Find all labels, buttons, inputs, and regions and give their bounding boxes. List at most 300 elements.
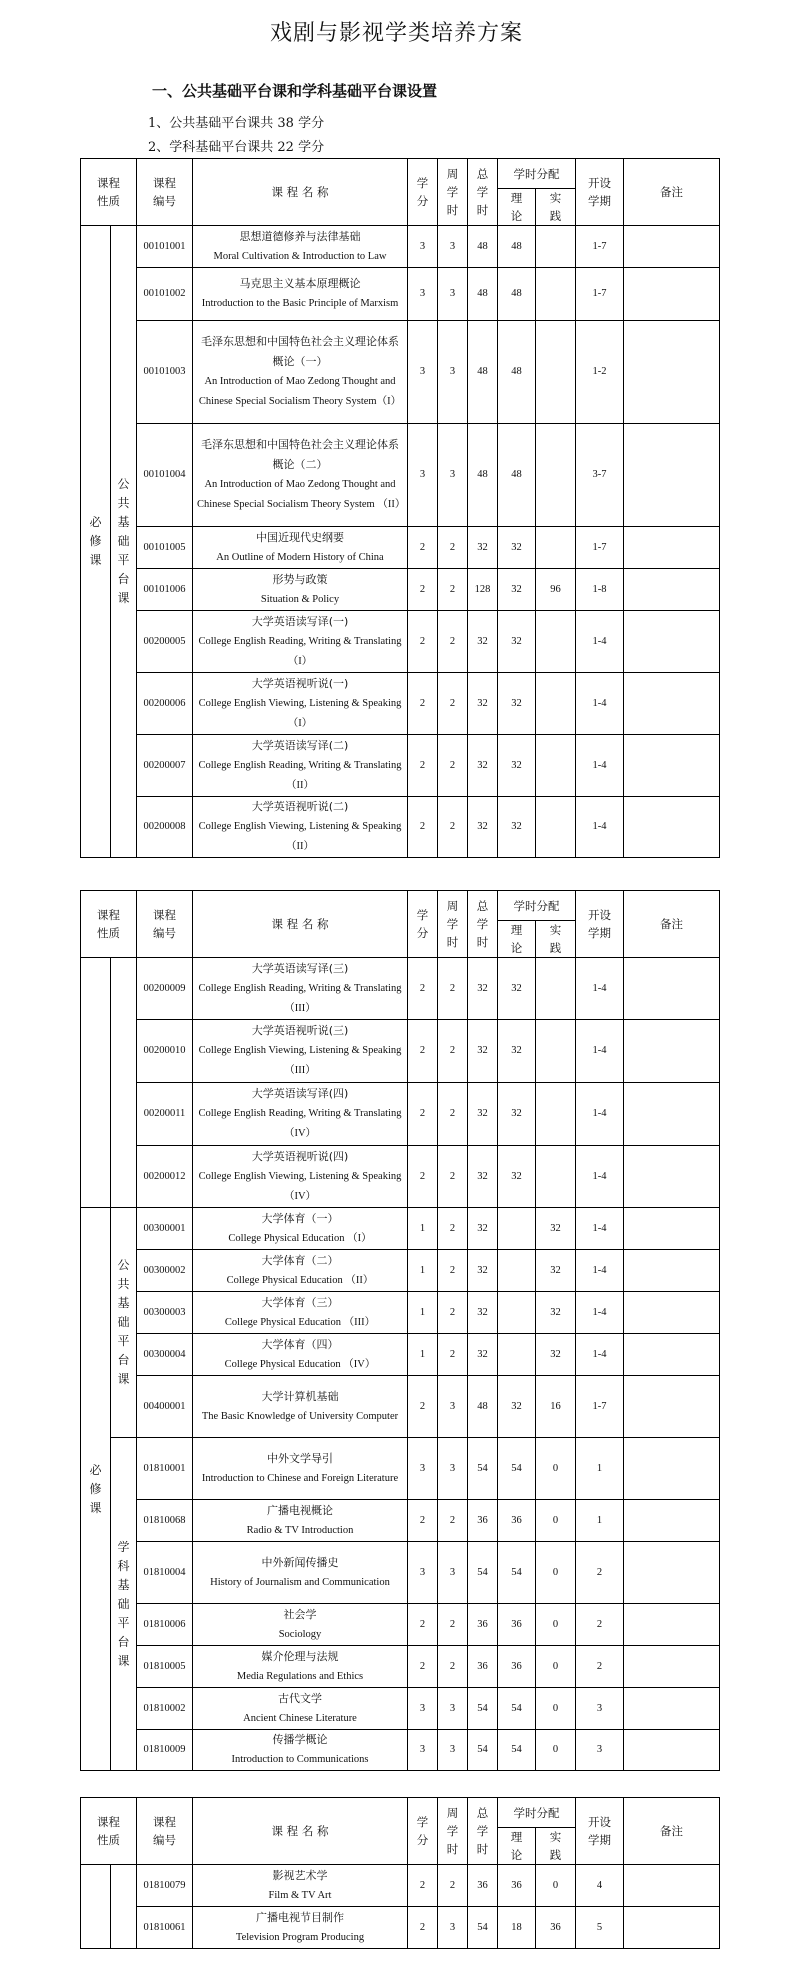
header-theory: 理 论 [498, 921, 536, 958]
course-name-cn: 思想道德修养与法律基础 [239, 229, 361, 243]
course-credits: 2 [408, 569, 438, 611]
table-row [81, 268, 720, 321]
course-name [193, 797, 408, 858]
table-body [81, 1865, 720, 1949]
course-name-cn: 大学英语读写译(二) [251, 738, 349, 752]
course-name-cn: 大学体育（三） [261, 1295, 339, 1309]
group-label-continued [111, 958, 137, 1208]
course-name [193, 1688, 408, 1730]
public-credits-note: 1、公共基础平台课共 38 学分 [148, 116, 325, 131]
course-code: 00300004 [137, 1334, 193, 1376]
course-name-en: College Physical Education （I） [228, 1232, 372, 1244]
course-theory: 48 [498, 268, 536, 321]
table-row [81, 1376, 720, 1438]
course-code: 01810079 [137, 1865, 193, 1907]
course-code: 01810002 [137, 1688, 193, 1730]
course-practice: 0 [536, 1604, 576, 1646]
course-code: 00101001 [137, 226, 193, 268]
course-name [193, 424, 408, 527]
header-code: 课程 编号 [137, 1798, 193, 1865]
course-semester: 3-7 [576, 424, 624, 527]
course-name-cn: 大学体育（一） [261, 1211, 339, 1225]
course-name [193, 1604, 408, 1646]
course-practice [536, 321, 576, 424]
course-name-cn: 社会学 [283, 1607, 317, 1621]
course-name-en: College English Viewing, Listening & Speaking（III） [198, 1045, 402, 1076]
course-remark [624, 1083, 720, 1146]
course-practice [536, 527, 576, 569]
course-code: 00101003 [137, 321, 193, 424]
course-practice [536, 1083, 576, 1146]
course-total: 54 [468, 1688, 498, 1730]
course-credits: 2 [408, 735, 438, 797]
course-name [193, 1334, 408, 1376]
page-title: 戏剧与影视学类培养方案 [269, 21, 523, 46]
course-name [193, 1376, 408, 1438]
course-name-en: College English Viewing, Listening & Speaking（II） [198, 821, 402, 852]
course-theory: 32 [498, 1146, 536, 1208]
table-row [81, 611, 720, 673]
section-heading: 一、公共基础平台课和学科基础平台课设置 [152, 82, 438, 100]
course-name-en: College English Reading, Writing & Translating（III） [198, 982, 402, 1014]
course-remark [624, 569, 720, 611]
course-code: 00300001 [137, 1208, 193, 1250]
header-practice: 实 践 [536, 921, 576, 958]
course-semester: 1-4 [576, 1334, 624, 1376]
group-label-public: 公 共 基 础 平 台 课 [111, 226, 137, 858]
course-practice: 0 [536, 1688, 576, 1730]
course-semester: 1-4 [576, 1250, 624, 1292]
course-total: 48 [468, 424, 498, 527]
course-remark [624, 1907, 720, 1949]
course-name [193, 1083, 408, 1146]
course-theory: 32 [498, 797, 536, 858]
course-name-cn: 形势与政策 [272, 572, 328, 586]
table-row [81, 1500, 720, 1542]
course-remark [624, 1292, 720, 1334]
course-total: 36 [468, 1646, 498, 1688]
header-credits: 学 分 [408, 891, 438, 958]
course-name-en: College Physical Education （II） [226, 1274, 374, 1286]
course-total: 36 [468, 1865, 498, 1907]
course-remark [624, 1542, 720, 1604]
course-credits: 3 [408, 1688, 438, 1730]
course-theory: 32 [498, 527, 536, 569]
table-row [81, 527, 720, 569]
course-name [193, 673, 408, 735]
course-practice [536, 424, 576, 527]
header-nature: 课程 性质 [81, 159, 137, 226]
course-theory: 32 [498, 1083, 536, 1146]
course-name-cn: 大学英语读写译(一) [251, 614, 349, 628]
course-remark [624, 1500, 720, 1542]
course-name-cn: 中国近现代史纲要 [256, 530, 344, 544]
nature-required: 必 修 课 [81, 1208, 111, 1771]
course-theory: 32 [498, 1020, 536, 1083]
course-semester: 2 [576, 1646, 624, 1688]
course-total: 32 [468, 611, 498, 673]
course-credits: 3 [408, 1542, 438, 1604]
course-name [193, 1865, 408, 1907]
course-practice: 96 [536, 569, 576, 611]
course-total: 32 [468, 527, 498, 569]
course-practice: 32 [536, 1334, 576, 1376]
header-practice: 实 践 [536, 1828, 576, 1865]
course-code: 00200008 [137, 797, 193, 858]
table-row [81, 1688, 720, 1730]
course-remark [624, 1438, 720, 1500]
course-theory: 32 [498, 611, 536, 673]
course-name-cn: 毛泽东思想和中国特色社会主义理论体系概论（二） [201, 438, 399, 471]
course-semester: 1-2 [576, 321, 624, 424]
course-name-cn: 广播电视节目制作 [256, 1910, 344, 1924]
course-credits: 2 [408, 1604, 438, 1646]
course-name-cn: 传播学概论 [272, 1733, 328, 1746]
course-code: 01810068 [137, 1500, 193, 1542]
table-body [81, 958, 720, 1771]
course-semester: 1-7 [576, 226, 624, 268]
course-name-cn: 大学英语视听说(一) [251, 676, 349, 690]
course-semester: 1-7 [576, 527, 624, 569]
course-remark [624, 797, 720, 858]
course-name-en: An Introduction of Mao Zedong Thought and Chinese Special Socialism Theory System （II） [197, 479, 406, 510]
course-name [193, 611, 408, 673]
course-remark [624, 226, 720, 268]
header-dist: 学时分配 [498, 159, 576, 189]
course-practice: 32 [536, 1292, 576, 1334]
course-semester: 3 [576, 1688, 624, 1730]
course-code: 00400001 [137, 1376, 193, 1438]
course-total: 36 [468, 1500, 498, 1542]
course-weekly: 3 [438, 1730, 468, 1771]
course-weekly: 2 [438, 1083, 468, 1146]
course-theory [498, 1334, 536, 1376]
course-name-en: Media Regulations and Ethics [236, 1670, 364, 1682]
table-row [81, 1604, 720, 1646]
course-name [193, 569, 408, 611]
course-credits: 3 [408, 268, 438, 321]
course-name-cn: 古代文学 [278, 1691, 322, 1705]
course-remark [624, 321, 720, 424]
course-weekly: 3 [438, 1542, 468, 1604]
course-weekly: 3 [438, 226, 468, 268]
table-row [81, 1542, 720, 1604]
course-code: 00101006 [137, 569, 193, 611]
course-practice [536, 268, 576, 321]
course-theory: 32 [498, 958, 536, 1020]
course-credits: 2 [408, 1376, 438, 1438]
header-total: 总 学 时 [468, 891, 498, 958]
course-theory: 32 [498, 1376, 536, 1438]
table-row [81, 1250, 720, 1292]
course-code: 00200009 [137, 958, 193, 1020]
course-name-en: An Introduction of Mao Zedong Thought and Chinese Special Socialism Theory System（I） [198, 376, 402, 407]
nature-required: 必 修 课 [81, 226, 111, 858]
course-credits: 1 [408, 1208, 438, 1250]
course-theory: 32 [498, 673, 536, 735]
course-credits: 1 [408, 1334, 438, 1376]
course-weekly: 2 [438, 611, 468, 673]
nature-continued [81, 1865, 111, 1949]
course-practice: 0 [536, 1646, 576, 1688]
table-row [81, 226, 720, 268]
header-code: 课程 编号 [137, 159, 193, 226]
course-theory: 36 [498, 1646, 536, 1688]
header-credits: 学 分 [408, 1798, 438, 1865]
course-name [193, 321, 408, 424]
header-semester: 开设 学期 [576, 159, 624, 226]
header-weekly: 周 学 时 [438, 159, 468, 226]
group-label-discipline: 学 科 基 础 平 台 课 [111, 1438, 137, 1771]
course-weekly: 2 [438, 1020, 468, 1083]
course-credits: 2 [408, 1907, 438, 1949]
course-remark [624, 1730, 720, 1771]
course-credits: 3 [408, 1438, 438, 1500]
course-name [193, 1146, 408, 1208]
course-practice: 0 [536, 1500, 576, 1542]
course-name [193, 527, 408, 569]
course-weekly: 3 [438, 424, 468, 527]
header-row [81, 159, 720, 189]
header-semester: 开设 学期 [576, 891, 624, 958]
table-row [81, 1730, 720, 1771]
course-practice [536, 735, 576, 797]
header-total: 总 学 时 [468, 1798, 498, 1865]
course-semester: 1-4 [576, 611, 624, 673]
course-name-en: Introduction to Chinese and Foreign Literature [201, 1472, 399, 1484]
course-weekly: 2 [438, 1865, 468, 1907]
course-remark [624, 1334, 720, 1376]
course-name-en: The Basic Knowledge of University Computer [201, 1410, 399, 1422]
course-weekly: 2 [438, 1604, 468, 1646]
group-label-continued [111, 1865, 137, 1949]
course-credits: 2 [408, 1865, 438, 1907]
header-practice: 实 践 [536, 189, 576, 226]
course-semester: 2 [576, 1604, 624, 1646]
course-remark [624, 1250, 720, 1292]
course-theory: 32 [498, 735, 536, 797]
course-name-cn: 马克思主义基本原理概论 [239, 277, 361, 290]
course-name-cn: 毛泽东思想和中国特色社会主义理论体系概论（一） [201, 335, 399, 368]
nature-continued [81, 958, 111, 1208]
course-theory: 54 [498, 1688, 536, 1730]
course-semester: 1-7 [576, 1376, 624, 1438]
course-remark [624, 673, 720, 735]
course-remark [624, 611, 720, 673]
course-theory: 18 [498, 1907, 536, 1949]
course-name-en: Introduction to Communications [231, 1754, 369, 1765]
course-weekly: 2 [438, 1146, 468, 1208]
course-name [193, 268, 408, 321]
course-remark [624, 1208, 720, 1250]
course-name-en: College Physical Education （IV） [224, 1358, 376, 1370]
course-weekly: 2 [438, 797, 468, 858]
course-name [193, 1250, 408, 1292]
course-weekly: 2 [438, 569, 468, 611]
course-total: 48 [468, 1376, 498, 1438]
course-practice [536, 611, 576, 673]
header-theory: 理 论 [498, 1828, 536, 1865]
course-semester: 1-4 [576, 1020, 624, 1083]
course-theory: 48 [498, 321, 536, 424]
discipline-credits-note: 2、学科基础平台课共 22 学分 [148, 140, 325, 155]
course-code: 01810005 [137, 1646, 193, 1688]
course-theory: 32 [498, 569, 536, 611]
course-code: 00101005 [137, 527, 193, 569]
course-code: 00101004 [137, 424, 193, 527]
course-remark [624, 1646, 720, 1688]
table-row [81, 1292, 720, 1334]
header-total: 总 学 时 [468, 159, 498, 226]
table-row [81, 1438, 720, 1500]
course-code: 01810009 [137, 1730, 193, 1771]
course-code: 00300002 [137, 1250, 193, 1292]
course-name [193, 1646, 408, 1688]
course-code: 00200005 [137, 611, 193, 673]
course-practice: 0 [536, 1730, 576, 1771]
table-row [81, 797, 720, 858]
course-practice: 0 [536, 1865, 576, 1907]
course-remark [624, 1020, 720, 1083]
course-name-en: College English Reading, Writing & Translating（II） [198, 759, 402, 791]
course-semester: 1-4 [576, 735, 624, 797]
course-credits: 2 [408, 527, 438, 569]
course-name-en: Moral Cultivation & Introduction to Law [213, 250, 387, 262]
course-semester: 1 [576, 1500, 624, 1542]
course-practice: 16 [536, 1376, 576, 1438]
table-row [81, 1646, 720, 1688]
course-weekly: 2 [438, 1646, 468, 1688]
course-weekly: 2 [438, 527, 468, 569]
table-row [81, 1208, 720, 1250]
course-remark [624, 1688, 720, 1730]
table-row [81, 735, 720, 797]
course-remark [624, 958, 720, 1020]
course-name-en: Television Program Producing [235, 1931, 365, 1943]
header-remark: 备注 [624, 1798, 720, 1865]
header-name: 课 程 名 称 [193, 1798, 408, 1865]
course-name [193, 1907, 408, 1949]
course-name-cn: 大学英语视听说(三) [251, 1024, 349, 1037]
course-practice: 0 [536, 1438, 576, 1500]
course-code: 00200011 [137, 1083, 193, 1146]
table-header [81, 891, 720, 958]
course-semester: 1 [576, 1438, 624, 1500]
course-remark [624, 1146, 720, 1208]
course-name-en: College English Viewing, Listening & Speaking（I） [198, 697, 402, 729]
course-semester: 1-8 [576, 569, 624, 611]
course-name-en: An Outline of Modern History of China [216, 551, 384, 563]
table-row [81, 1020, 720, 1083]
header-row [81, 891, 720, 921]
course-name-cn: 影视艺术学 [272, 1868, 328, 1882]
course-code: 00200006 [137, 673, 193, 735]
course-name [193, 1438, 408, 1500]
header-dist: 学时分配 [498, 891, 576, 921]
header-code: 课程 编号 [137, 891, 193, 958]
course-practice: 32 [536, 1250, 576, 1292]
course-practice [536, 797, 576, 858]
course-credits: 1 [408, 1250, 438, 1292]
course-credits: 3 [408, 424, 438, 527]
course-total: 128 [468, 569, 498, 611]
course-weekly: 2 [438, 1500, 468, 1542]
course-name-en: College Physical Education （III） [224, 1316, 376, 1328]
course-name-en: Introduction to the Basic Principle of Marxism [201, 298, 399, 309]
course-remark [624, 268, 720, 321]
course-total: 48 [468, 226, 498, 268]
course-theory [498, 1208, 536, 1250]
course-semester: 1-4 [576, 673, 624, 735]
course-total: 48 [468, 268, 498, 321]
course-table-3 [80, 1797, 720, 1949]
course-name-en: Film & TV Art [268, 1889, 332, 1901]
table-row [81, 1083, 720, 1146]
course-weekly: 2 [438, 958, 468, 1020]
course-practice: 32 [536, 1208, 576, 1250]
course-semester: 1-7 [576, 268, 624, 321]
course-total: 32 [468, 673, 498, 735]
course-name-cn: 中外新闻传播史 [261, 1555, 339, 1569]
course-total: 32 [468, 1334, 498, 1376]
header-row [81, 1798, 720, 1828]
course-weekly: 2 [438, 1334, 468, 1376]
header-nature: 课程 性质 [81, 1798, 137, 1865]
group-label-public: 公 共 基 础 平 台 课 [111, 1208, 137, 1438]
course-credits: 2 [408, 1083, 438, 1146]
course-total: 54 [468, 1438, 498, 1500]
course-theory: 48 [498, 424, 536, 527]
header-weekly: 周 学 时 [438, 891, 468, 958]
course-credits: 2 [408, 1500, 438, 1542]
course-name-cn: 大学体育（二） [261, 1253, 339, 1267]
header-name: 课 程 名 称 [193, 891, 408, 958]
course-remark [624, 527, 720, 569]
header-semester: 开设 学期 [576, 1798, 624, 1865]
header-credits: 学 分 [408, 159, 438, 226]
course-theory: 36 [498, 1500, 536, 1542]
course-weekly: 2 [438, 1208, 468, 1250]
course-remark [624, 1865, 720, 1907]
table-header [81, 1798, 720, 1865]
table-header [81, 159, 720, 226]
course-semester: 4 [576, 1865, 624, 1907]
course-credits: 2 [408, 1646, 438, 1688]
course-credits: 2 [408, 797, 438, 858]
header-nature: 课程 性质 [81, 891, 137, 958]
course-credits: 2 [408, 1020, 438, 1083]
course-name [193, 226, 408, 268]
course-semester: 5 [576, 1907, 624, 1949]
course-total: 32 [468, 1146, 498, 1208]
course-name-cn: 中外文学导引 [267, 1451, 333, 1465]
course-name-cn: 媒介伦理与法规 [261, 1649, 339, 1663]
course-total: 36 [468, 1604, 498, 1646]
header-remark: 备注 [624, 159, 720, 226]
table-row [81, 1865, 720, 1907]
course-name [193, 1730, 408, 1771]
course-total: 48 [468, 321, 498, 424]
course-weekly: 3 [438, 1688, 468, 1730]
course-weekly: 2 [438, 735, 468, 797]
course-credits: 2 [408, 673, 438, 735]
course-weekly: 3 [438, 321, 468, 424]
course-practice [536, 1020, 576, 1083]
course-name [193, 1542, 408, 1604]
course-semester: 1-4 [576, 797, 624, 858]
course-name-en: College English Reading, Writing & Translating（IV） [198, 1108, 402, 1139]
table-row [81, 673, 720, 735]
